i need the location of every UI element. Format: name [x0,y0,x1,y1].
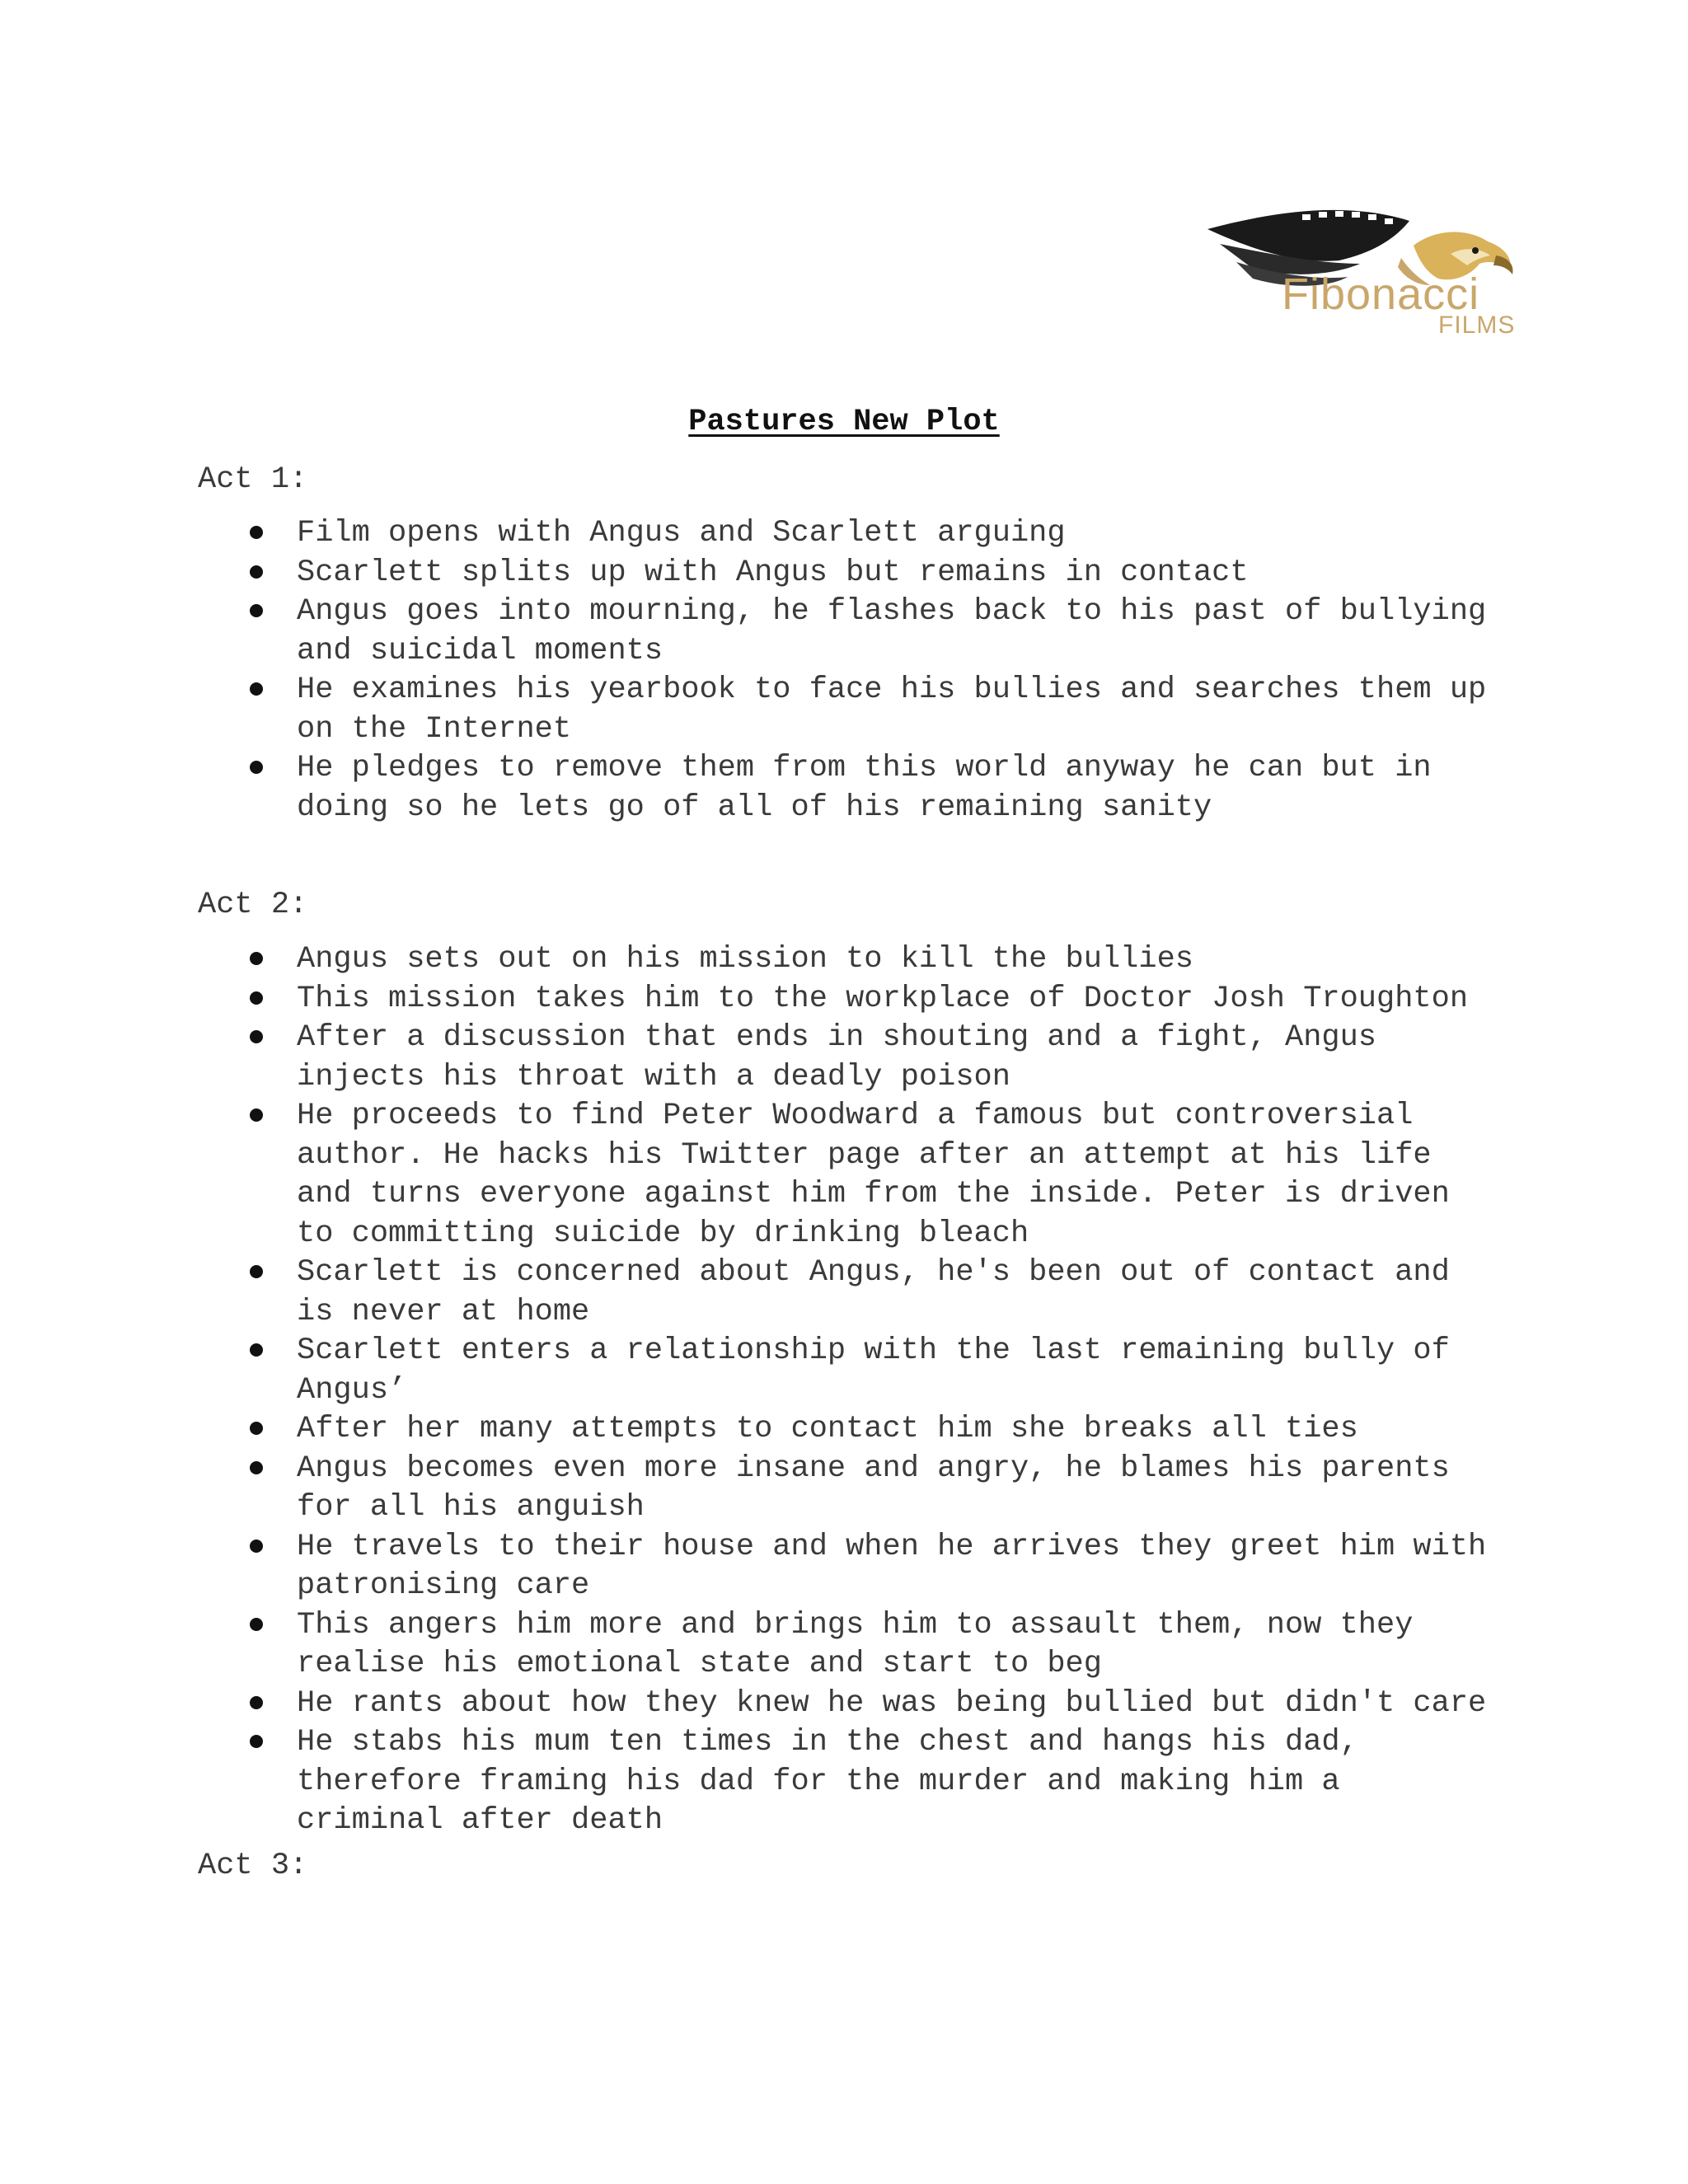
bullet-icon [250,682,263,696]
bullet-icon [250,1696,263,1709]
list-item: Scarlett is concerned about Angus, he's been out of contact and is never at home [0,1254,1517,1332]
list-item: Angus becomes even more insane and angry, he blames his parents for all his anguish [0,1450,1517,1528]
list-item: After her many attempts to contact him she breaks all ties [0,1410,1517,1450]
logo-brand-text: Fibonacci [1282,269,1480,319]
list-item: Scarlett enters a relationship with the last remaining bully of Angus’ [0,1332,1517,1410]
act-1-list [0,514,1517,827]
bullet-icon [250,1422,263,1435]
list-item: He rants about how they knew he was being bullied but didn't care [0,1685,1517,1724]
bullet-icon [250,604,263,617]
list-item: This mission takes him to the workplace of Doctor Josh Troughton [0,980,1517,1019]
list-item: After a discussion that ends in shouting and a fight, Angus injects his throat with a deadly poison [0,1019,1517,1097]
bullet-icon [250,526,263,539]
bullet-icon [250,991,263,1005]
bullet-icon [250,565,263,579]
list-item: This angers him more and brings him to assault them, now they realise his emotional state and start to beg [0,1606,1517,1685]
act-3-heading: Act 3: [198,1849,308,1883]
act-2-list [0,940,1517,1841]
bullet-icon [250,1265,263,1278]
bullet-icon [250,1618,263,1631]
document-title: Pastures New Plot [688,405,1000,439]
list-item: He travels to their house and when he arrives they greet him with patronising care [0,1528,1517,1606]
act-2-heading: Act 2: [198,888,308,922]
list-item: He pledges to remove them from this world anyway he can but in doing so he lets go of all of his remaining sanity [0,749,1517,827]
list-item: He stabs his mum ten times in the chest and hangs his dad, therefore framing his dad for the murder and making him a criminal after death [0,1723,1517,1841]
act-1-heading: Act 1: [198,462,308,497]
bullet-icon [250,952,263,965]
list-item: He proceeds to find Peter Woodward a famous but controversial author. He hacks his Twitter page after an attempt at his life and turns everyone against him from the inside. Peter is driven to committing suicide by drinking bleach [0,1097,1517,1254]
list-item: Scarlett splits up with Angus but remains in contact [0,554,1517,593]
bullet-icon [250,1735,263,1748]
bullet-icon [250,1108,263,1122]
bullet-icon [250,1343,263,1357]
list-item: Film opens with Angus and Scarlett arguing [0,514,1517,554]
logo-wordmark [1282,269,1516,339]
bullet-icon [250,1030,263,1043]
bullet-icon [250,1461,263,1474]
list-item: He examines his yearbook to face his bullies and searches them up on the Internet [0,671,1517,749]
logo-sub-text: FILMS [1438,312,1516,339]
list-item: Angus sets out on his mission to kill the bullies [0,940,1517,980]
list-item: Angus goes into mourning, he flashes back to his past of bullying and suicidal moments [0,593,1517,671]
bullet-icon [250,761,263,774]
bullet-icon [250,1540,263,1553]
